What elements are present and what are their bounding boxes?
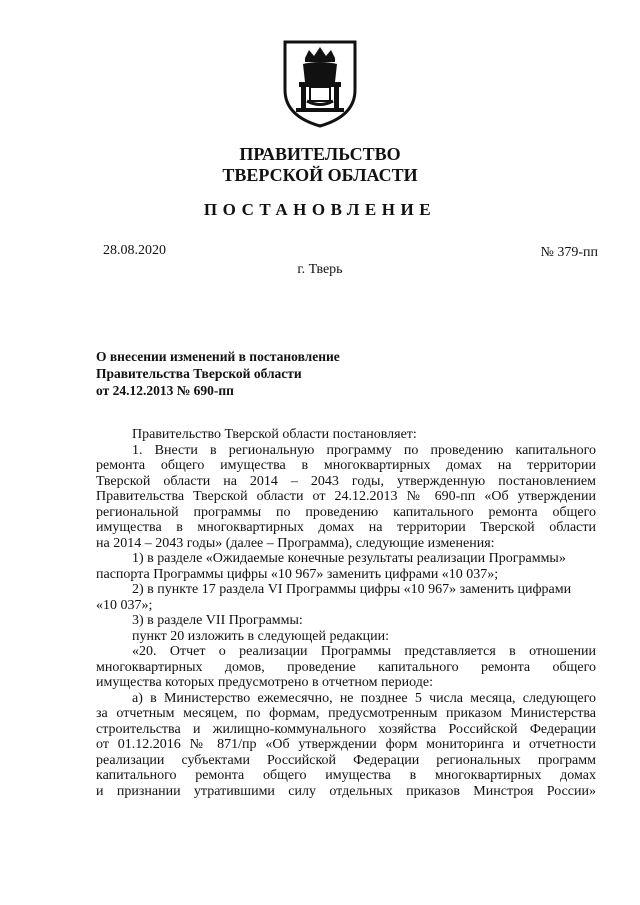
body-line: имущества которых предусмотрено в отчетном периоде:	[96, 675, 433, 690]
body-line: паспорта Программы цифры «10 967» заменить цифрами «10 037»;	[96, 566, 499, 582]
city: г. Тверь	[297, 262, 343, 277]
body-line: Правительства Тверской области от 24.12.2013 № 690-пп «Об утверждении	[96, 489, 596, 504]
body-line: «10 037»;	[96, 597, 153, 613]
subject-line: О внесении изменений в постановление	[96, 349, 340, 364]
body-line: 3) в разделе VII Программы:	[132, 613, 303, 628]
body-line: и признании утратившими силу отдельных приказов Минстроя России»	[96, 783, 596, 799]
body-line: «20. Отчет о реализации Программы представляется в отношении	[132, 644, 596, 659]
document-date: 28.08.2020	[103, 243, 166, 258]
body-line: 1. Внести в региональную программу по проведению капитального	[132, 442, 596, 458]
body-line: пункт 20 изложить в следующей редакции:	[132, 628, 389, 644]
body-line: реализации субъектами Российской Федерации региональных программ	[96, 752, 596, 768]
government-name-line1: ПРАВИТЕЛЬСТВО	[239, 144, 401, 164]
subject-line: Правительства Тверской области	[96, 366, 302, 381]
body-line: капитального ремонта общего имущества в многоквартирных домах	[96, 768, 596, 783]
body-line: ремонта общего имущества в многоквартирных домах на территории	[96, 458, 596, 473]
body-line: строительства и жилищно-коммунального хозяйства Российской Федерации	[96, 721, 596, 737]
document-subject	[96, 348, 340, 399]
body-line: за отчетным месяцем, по формам, предусмотренным приказом Министерства	[96, 706, 596, 721]
document-body	[96, 427, 596, 799]
body-line: от 01.12.2016 № 871/пр «Об утверждении форм мониторинга и отчетности	[96, 737, 596, 752]
document-number: № 379-пп	[540, 245, 598, 260]
body-line: Правительство Тверской области постановляет:	[132, 427, 417, 442]
coat-of-arms-icon	[281, 38, 359, 128]
body-line: региональной программы по проведению капитального ремонта общего	[96, 504, 596, 520]
body-line: 2) в пункте 17 раздела VI Программы цифры «10 967» заменить цифрами	[132, 582, 572, 597]
subject-line: от 24.12.2013 № 690-пп	[96, 383, 234, 398]
document-type: ПОСТАНОВЛЕНИЕ	[203, 200, 437, 219]
body-line: на 2014 – 2043 годы» (далее – Программа), следующие изменения:	[96, 535, 495, 551]
government-name-line2: ТВЕРСКОЙ ОБЛАСТИ	[222, 165, 418, 185]
body-line: а) в Министерство ежемесячно, не позднее 5 числа месяца, следующего	[132, 690, 596, 706]
body-line: Тверской области на 2014 – 2043 годы, утвержденную постановлением	[96, 473, 596, 489]
body-line: многоквартирных домов, проведение капитального ремонта общего	[96, 659, 596, 675]
body-line: 1) в разделе «Ожидаемые конечные результаты реализации Программы»	[132, 551, 566, 566]
body-line: имущества в многоквартирных домах на территории Тверской области	[96, 520, 596, 535]
